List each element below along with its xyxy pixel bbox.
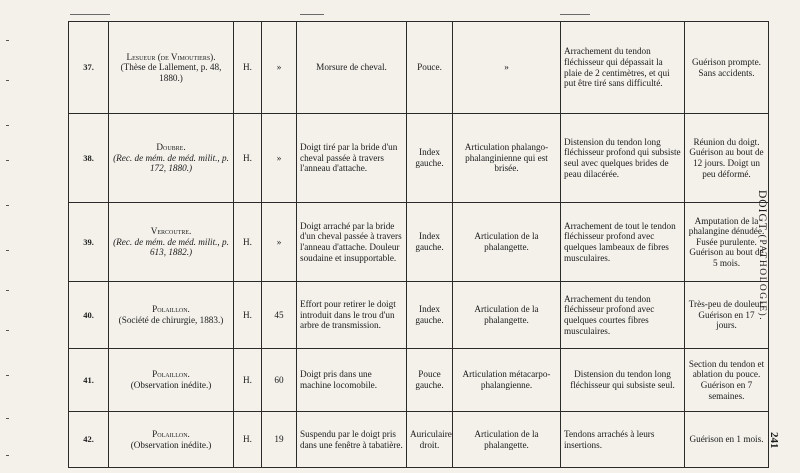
source-reference: (Rec. de mém. de méd. milit., p. 172, 1880.): [113, 152, 229, 174]
lesion-cell: Arrachement de tout le tendon fléchisseur profond avec quelques lambeaux de fibres musculaires.: [561, 203, 685, 282]
case-source: [109, 349, 234, 412]
table-row: [69, 114, 769, 203]
case-source: [109, 22, 234, 114]
cause-cell: Morsure de cheval.: [297, 22, 407, 114]
lesion-cell: Tendons arrachés à leurs insertions.: [561, 412, 685, 468]
source-reference: (Thèse de Lallement, p. 48, 1880.): [120, 62, 222, 83]
lesion-cell: Arrachement du tendon fléchisseur qui dépassait la plaie de 2 centimètres, et qui put être tiré sans difficulté.: [561, 22, 685, 114]
case-source: [109, 203, 234, 282]
running-header-subtitle: (PATHOLOGIE).: [757, 234, 767, 322]
author-name: Polaillon.: [152, 428, 190, 439]
author-name: Polaillon.: [152, 304, 190, 315]
case-number: 41.: [69, 349, 109, 412]
source-reference: (Observation inédite.): [130, 380, 212, 390]
finger-cell: Pouce.: [407, 22, 453, 114]
age-cell: »: [262, 22, 297, 114]
cause-cell: Doigt arraché par la bride d'un cheval passée à travers l'anneau d'attache. Douleur soudaine et insupportable.: [297, 203, 407, 282]
source-reference: (Rec. de mém. de méd. milit., p. 613, 1882.): [113, 236, 229, 258]
top-rule-fragment: [300, 14, 324, 15]
case-number: 42.: [69, 412, 109, 468]
finger-cell: Index gauche.: [407, 203, 453, 282]
source-reference: (Société de chirurgie, 1883.): [118, 315, 224, 325]
outcome-cell: Amputation de la phalangine dénudée. Fusée purulente. Guérison au bout de 5 mois.: [685, 203, 769, 282]
author-name: Polaillon.: [152, 369, 190, 380]
sex-cell: H.: [234, 282, 262, 349]
running-header: [756, 190, 768, 321]
author-name: Lesueur (de Vimoutiers).: [126, 51, 216, 62]
finger-cell: Index gauche.: [407, 114, 453, 203]
running-header-title: DOIGT: [756, 190, 768, 231]
finger-cell: Index gauche.: [407, 282, 453, 349]
site-cell: Articulation métacarpo-phalangienne.: [453, 349, 561, 412]
table-row: [69, 203, 769, 282]
case-number: 37.: [69, 22, 109, 114]
author-name: Vercoutre.: [150, 226, 192, 237]
finger-cell: Pouce gauche.: [407, 349, 453, 412]
age-cell: »: [262, 203, 297, 282]
sex-cell: H.: [234, 412, 262, 468]
source-reference: (Observation inédite.): [130, 439, 212, 450]
lesion-cell: Distension du tendon long fléchisseur qui subsiste seul.: [561, 349, 685, 412]
table-row: [69, 282, 769, 349]
lesion-cell: Distension du tendon long fléchisseur profond qui subsiste seul avec quelques brides de peau dilacérée.: [561, 114, 685, 203]
age-cell: »: [262, 114, 297, 203]
cases-table: [68, 21, 769, 468]
table-row: [69, 412, 769, 468]
case-number: 40.: [69, 282, 109, 349]
outcome-cell: Guérison prompte. Sans accidents.: [685, 22, 769, 114]
sex-cell: H.: [234, 22, 262, 114]
site-cell: »: [453, 22, 561, 114]
top-rule-fragment: [70, 14, 110, 15]
outcome-cell: Réunion du doigt. Guérison au bout de 12 jours. Doigt un peu déformé.: [685, 114, 769, 203]
finger-cell: Auriculaire droit.: [407, 412, 453, 468]
page-number: 241: [768, 432, 780, 449]
cause-cell: Suspendu par le doigt pris dans une fenêtre à tabatière.: [297, 412, 407, 468]
case-source: [109, 412, 234, 468]
case-source: [109, 282, 234, 349]
author-name: Doubre.: [156, 142, 186, 153]
age-cell: 45: [262, 282, 297, 349]
top-rule-fragment: [560, 14, 590, 15]
outcome-cell: Très-peu de douleur. Guérison en 17 jours.: [685, 282, 769, 349]
sex-cell: H.: [234, 203, 262, 282]
outcome-cell: Section du tendon et ablation du pouce. Guérison en 7 semaines.: [685, 349, 769, 412]
outcome-cell: Guérison en 1 mois.: [685, 412, 769, 468]
cause-cell: Effort pour retirer le doigt introduit dans le trou d'un arbre de transmission.: [297, 282, 407, 349]
cause-cell: Doigt tiré par la bride d'un cheval passée à travers l'anneau d'attache.: [297, 114, 407, 203]
table-row: [69, 22, 769, 114]
sex-cell: H.: [234, 114, 262, 203]
site-cell: Articulation phalango-phalanginienne qui est brisée.: [453, 114, 561, 203]
lesion-cell: Arrachement du tendon fléchisseur profond avec quelques courtes fibres musculaires.: [561, 282, 685, 349]
case-number: 38.: [69, 114, 109, 203]
sex-cell: H.: [234, 349, 262, 412]
age-cell: 60: [262, 349, 297, 412]
table-row: [69, 349, 769, 412]
cause-cell: Doigt pris dans une machine locomobile.: [297, 349, 407, 412]
case-source: [109, 114, 234, 203]
case-number: 39.: [69, 203, 109, 282]
age-cell: 19: [262, 412, 297, 468]
site-cell: Articulation de la phalangette.: [453, 203, 561, 282]
site-cell: Articulation de la phalangette.: [453, 412, 561, 468]
site-cell: Articulation de la phalangette.: [453, 282, 561, 349]
